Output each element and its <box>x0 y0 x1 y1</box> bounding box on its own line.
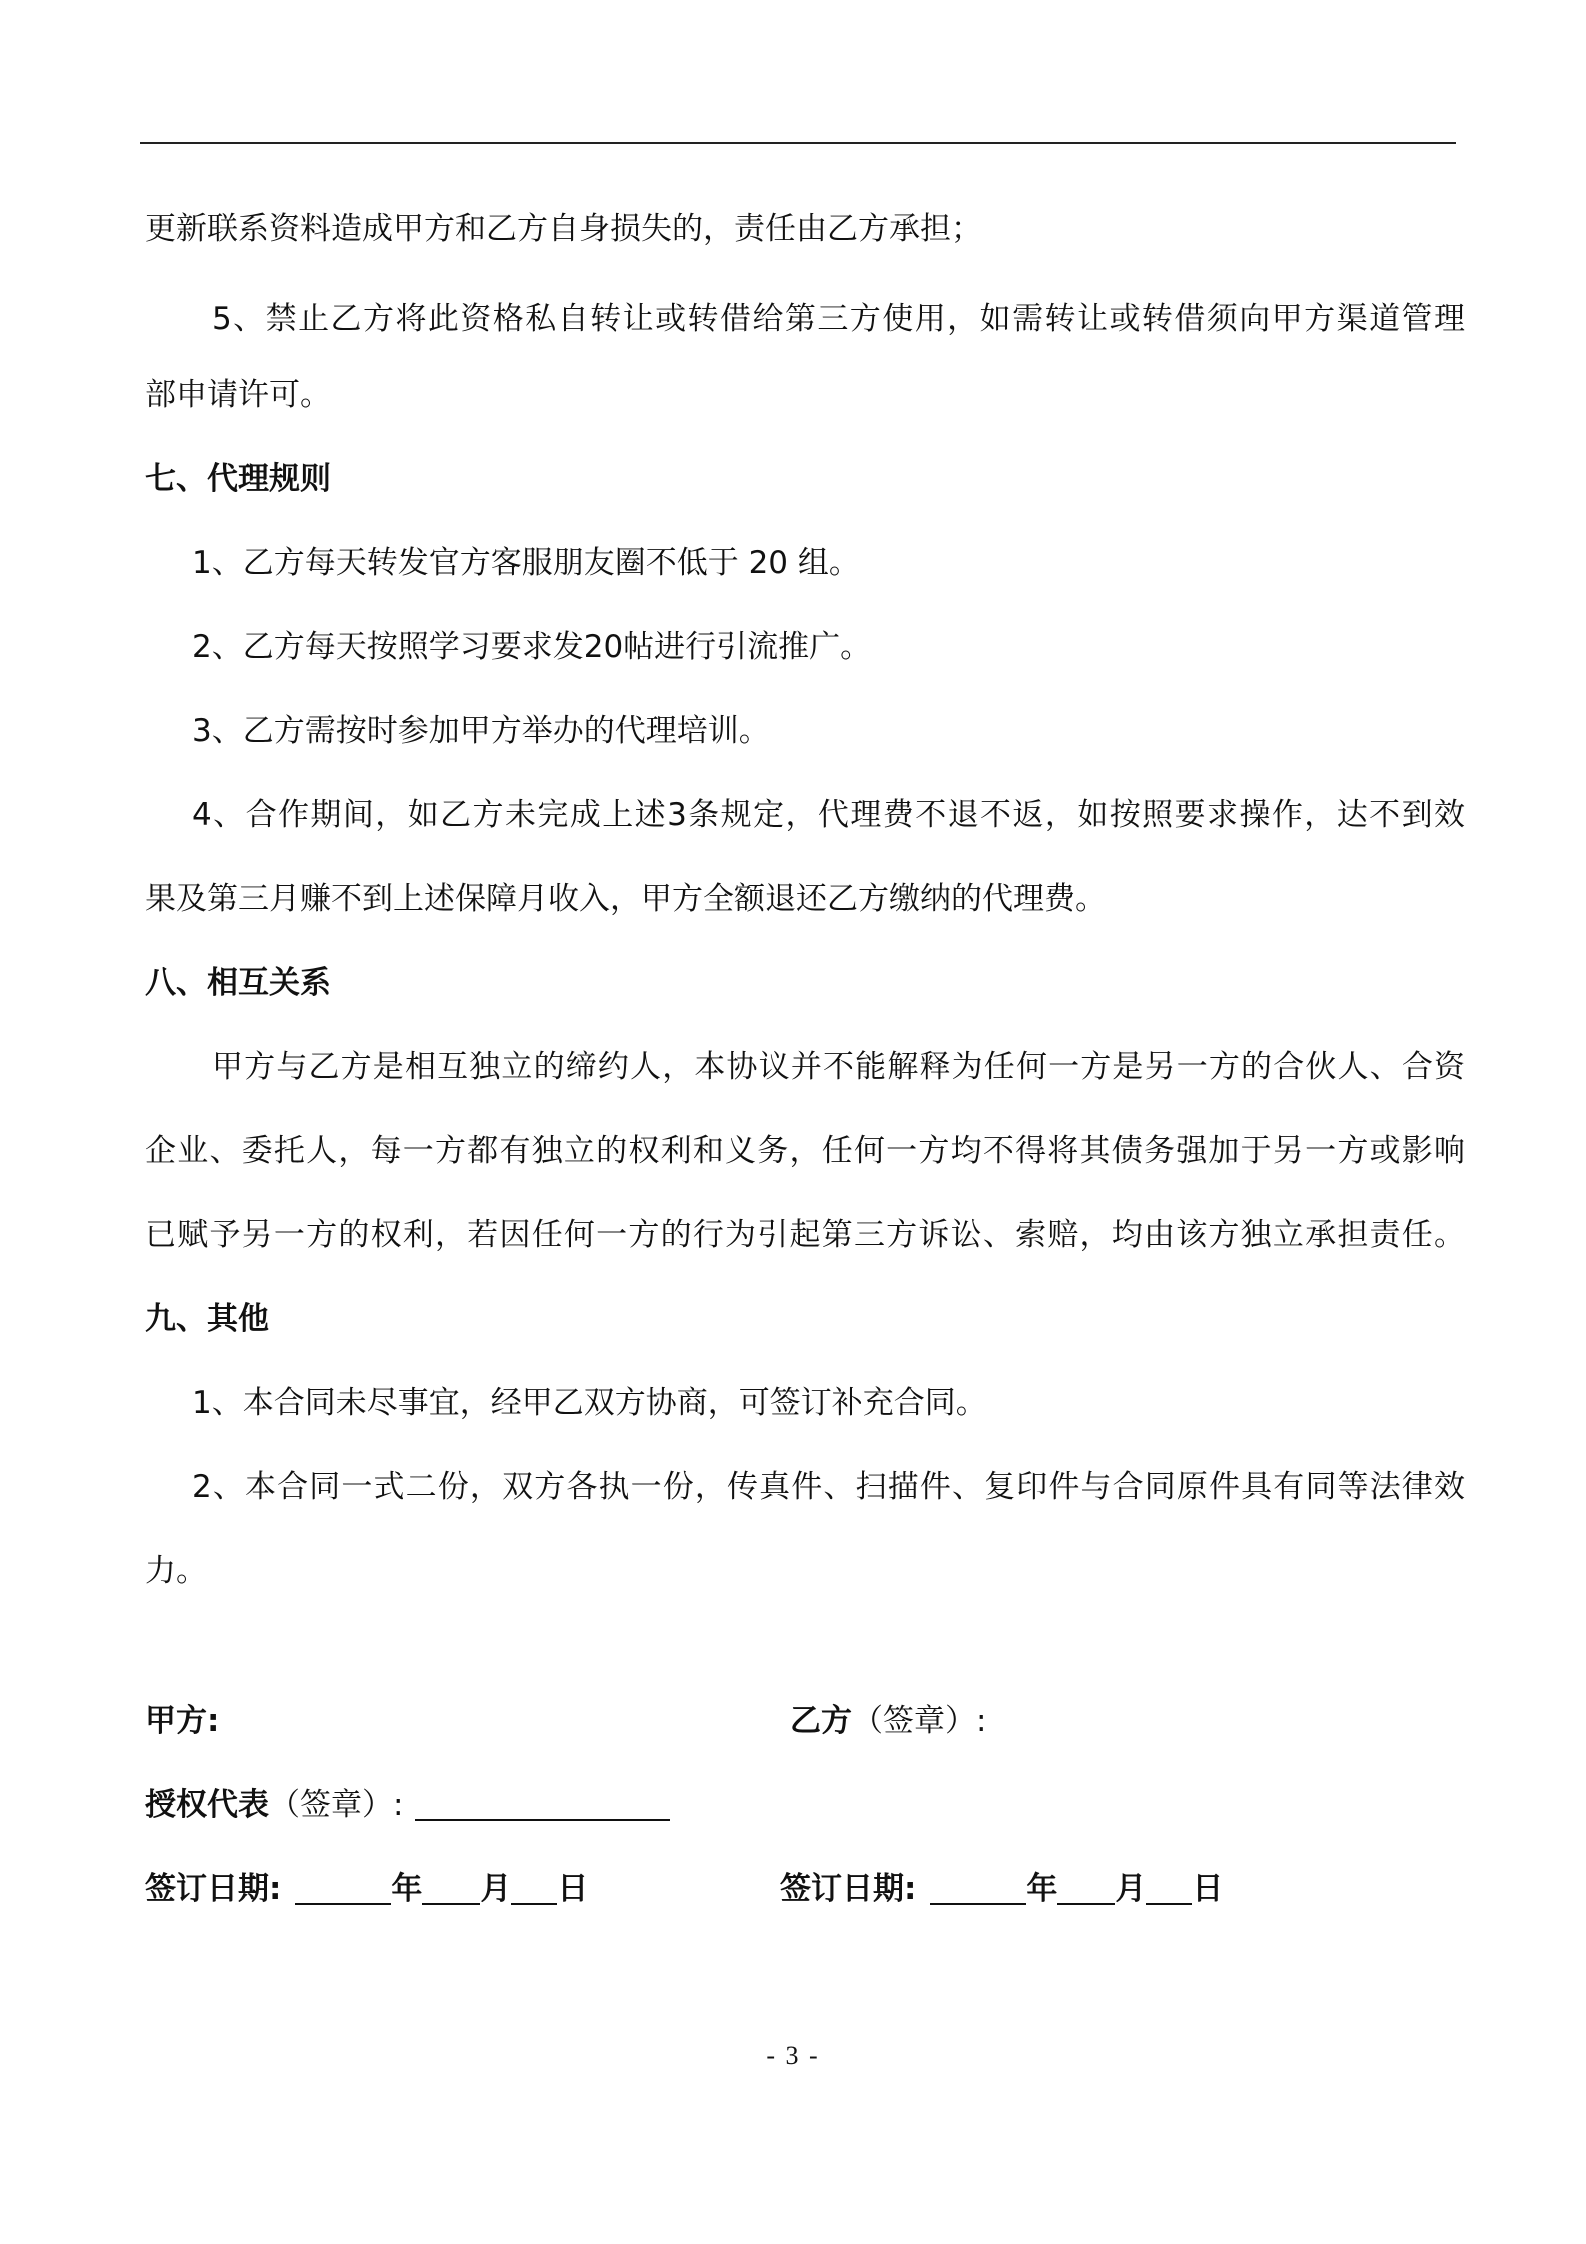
date-a-year-label: 年 <box>391 1871 423 1907</box>
relation-line-2: 企业、委托人，每一方都有独立的权利和义务，任何一方均不得将其债务强加于另一方或影响 <box>145 1133 1465 1169</box>
representative-seal-note: （签章）: <box>269 1787 404 1823</box>
clause-5-line-1: 5、禁止乙方将此资格私自转让或转借给第三方使用，如需转让或转借须向甲方渠道管理 <box>212 301 1465 337</box>
representative-blank-line[interactable] <box>415 1785 670 1821</box>
date-b-month-label: 月 <box>1115 1871 1147 1907</box>
party-b-signature <box>790 1699 986 1743</box>
date-a-day-blank[interactable] <box>511 1869 557 1905</box>
date-a <box>145 1867 588 1911</box>
date-b-month-blank[interactable] <box>1057 1869 1115 1905</box>
rule-item-4-line-1: 4、合作期间，如乙方未完成上述3条规定，代理费不退不返，如按照要求操作，达不到效 <box>192 797 1465 833</box>
date-b-year-blank[interactable] <box>930 1869 1026 1905</box>
party-b-seal-note: （签章）: <box>852 1703 987 1739</box>
date-b-day-label: 日 <box>1192 1871 1224 1907</box>
page-number: - 3 - <box>766 2041 820 2070</box>
rule-item-3: 3、乙方需按时参加甲方举办的代理培训。 <box>192 713 770 749</box>
relation-line-1: 甲方与乙方是相互独立的缔约人，本协议并不能解释为任何一方是另一方的合伙人、合资 <box>212 1049 1465 1085</box>
other-item-1: 1、本合同未尽事宜，经甲乙双方协商，可签订补充合同。 <box>192 1385 987 1421</box>
paragraph-line: 更新联系资料造成甲方和乙方自身损失的，责任由乙方承担； <box>145 211 982 247</box>
date-a-month-label: 月 <box>480 1871 512 1907</box>
party-a-label: 甲方: <box>145 1703 220 1739</box>
representative-signature <box>145 1783 670 1827</box>
section-heading-9: 九、其他 <box>145 1301 269 1337</box>
section-heading-7: 七、代理规则 <box>145 461 331 497</box>
rule-item-2: 2、乙方每天按照学习要求发20帖进行引流推广。 <box>192 629 872 665</box>
date-a-label: 签订日期: <box>145 1871 282 1907</box>
party-b-label: 乙方 <box>790 1703 852 1739</box>
relation-line-3: 已赋予另一方的权利，若因任何一方的行为引起第三方诉讼、索赔，均由该方独立承担责任。 <box>145 1217 1465 1253</box>
other-item-2-line-2: 力。 <box>145 1553 207 1589</box>
other-item-2-line-1: 2、本合同一式二份，双方各执一份，传真件、扫描件、复印件与合同原件具有同等法律效 <box>192 1469 1465 1505</box>
date-b-label: 签订日期: <box>780 1871 917 1907</box>
date-b-day-blank[interactable] <box>1146 1869 1192 1905</box>
date-a-day-label: 日 <box>557 1871 589 1907</box>
representative-label: 授权代表 <box>145 1787 269 1823</box>
date-b-year-label: 年 <box>1026 1871 1058 1907</box>
date-a-month-blank[interactable] <box>422 1869 480 1905</box>
header-rule <box>140 142 1456 144</box>
date-b <box>780 1867 1223 1911</box>
date-a-year-blank[interactable] <box>295 1869 391 1905</box>
rule-item-4-line-2: 果及第三月赚不到上述保障月收入，甲方全额退还乙方缴纳的代理费。 <box>145 881 1106 917</box>
clause-5-line-2: 部申请许可。 <box>145 377 331 413</box>
section-heading-8: 八、相互关系 <box>145 965 331 1001</box>
rule-item-1: 1、乙方每天转发官方客服朋友圈不低于 20 组。 <box>192 545 860 581</box>
